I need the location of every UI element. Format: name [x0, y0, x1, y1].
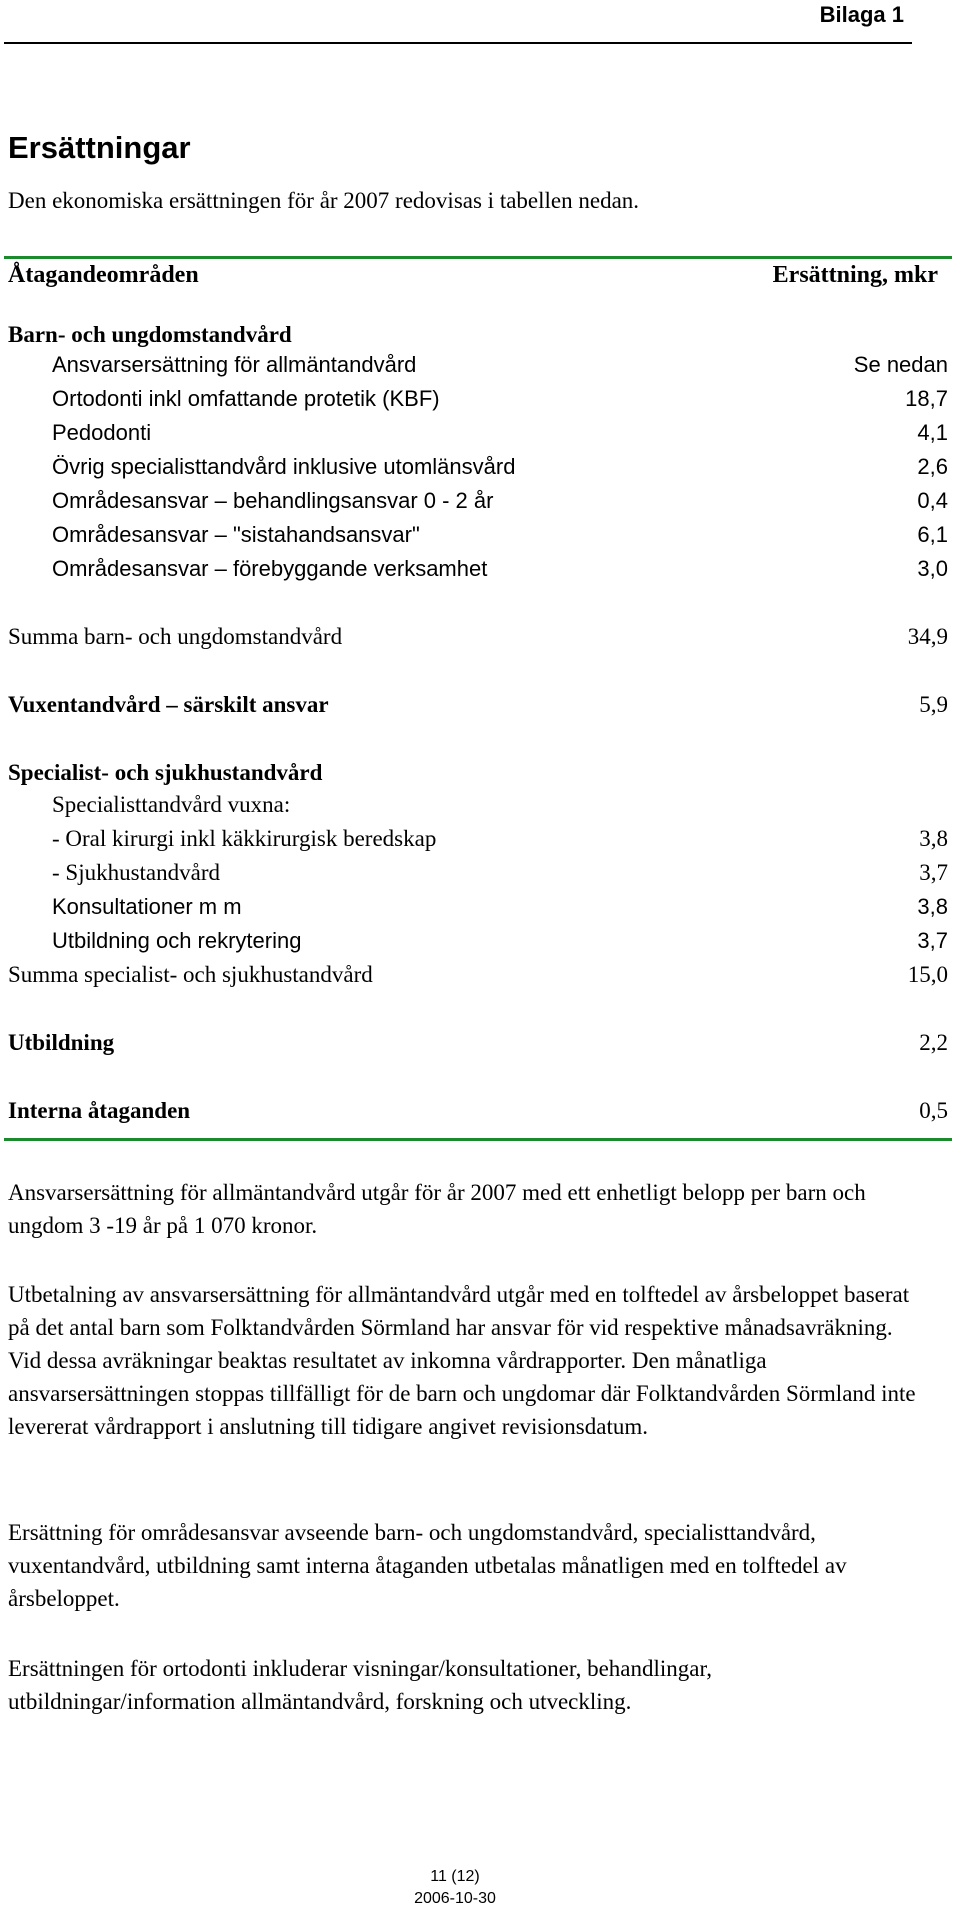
table-row — [0, 522, 960, 556]
table-row — [0, 860, 960, 894]
paragraph: Ansvarsersättning för allmäntandvård utgår för år 2007 med ett enhetligt belopp per barn och ungdom 3 -19 år på 1 070 kronor. — [8, 1180, 866, 1238]
table-row — [0, 826, 960, 860]
row-label: Övrig specialisttandvård inklusive utomlänsvård — [52, 454, 516, 479]
section-row — [0, 1030, 960, 1064]
row-value: 0,5 — [919, 1098, 948, 1123]
row-label: Ortodonti inkl omfattande protetik (KBF) — [52, 386, 440, 411]
section-heading-row — [0, 760, 960, 794]
paragraph: Ersättning för områdesansvar avseende barn- och ungdomstandvård, specialisttandvård, vuxentandvård, utbildning samt interna åtaganden utbetalas månatligen med en tolftedel av årsbeloppet. — [8, 1520, 847, 1611]
row-label: Ansvarsersättning för allmäntandvård — [52, 352, 417, 377]
row-value: 34,9 — [907, 624, 948, 649]
row-value: 5,9 — [919, 692, 948, 717]
row-label: Barn- och ungdomstandvård — [8, 322, 292, 347]
row-value: 3,8 — [919, 826, 948, 851]
row-label: - Oral kirurgi inkl käkkirurgisk beredskap — [52, 826, 437, 851]
document-date: 2006-10-30 — [414, 1890, 496, 1907]
table-row — [0, 792, 960, 826]
row-label: Summa specialist- och sjukhustandvård — [8, 962, 373, 987]
row-value: 15,0 — [907, 962, 948, 987]
row-label: Områdesansvar – "sistahandsansvar" — [52, 522, 420, 547]
row-label: Specialisttandvård vuxna: — [52, 792, 291, 817]
row-label: Områdesansvar – förebyggande verksamhet — [52, 556, 488, 581]
section-row — [0, 692, 960, 726]
paragraph: Ersättningen för ortodonti inkluderar visningar/konsultationer, behandlingar, utbildningar/information allmäntandvård, forskning och utveckling. — [8, 1656, 712, 1714]
row-label: Vuxentandvård – särskilt ansvar — [8, 692, 329, 717]
table-row — [0, 928, 960, 962]
section-row — [0, 1098, 960, 1132]
row-label: Konsultationer m m — [52, 894, 242, 919]
header-divider — [4, 42, 912, 44]
row-value: 4,1 — [917, 420, 948, 445]
row-value: 3,8 — [917, 894, 948, 919]
table-bottom-rule — [4, 1138, 952, 1141]
table-header-row — [0, 262, 960, 296]
row-label: - Sjukhustandvård — [52, 860, 221, 885]
intro-text: Den ekonomiska ersättningen för år 2007 redovisas i tabellen nedan. — [8, 188, 640, 213]
row-label: Områdesansvar – behandlingsansvar 0 - 2 år — [52, 488, 494, 513]
row-value: 3,0 — [917, 556, 948, 581]
table-top-rule — [4, 256, 952, 259]
row-value: 0,4 — [917, 488, 948, 513]
row-label: Summa barn- och ungdomstandvård — [8, 624, 343, 649]
page-number: 11 (12) — [430, 1868, 480, 1885]
subtotal-row — [0, 962, 960, 996]
row-value: Se nedan — [853, 352, 948, 377]
row-label: Specialist- och sjukhustandvård — [8, 760, 323, 785]
row-value: 2,6 — [917, 454, 948, 479]
page-title: Ersättningar — [8, 130, 191, 165]
table-row — [0, 454, 960, 488]
row-value: 3,7 — [917, 928, 948, 953]
row-label: Utbildning och rekrytering — [52, 928, 302, 953]
table-row — [0, 352, 960, 386]
row-label: Interna åtaganden — [8, 1098, 191, 1123]
row-value: 3,7 — [919, 860, 948, 885]
table-row — [0, 420, 960, 454]
row-value: 6,1 — [917, 522, 948, 547]
subtotal-row — [0, 624, 960, 658]
paragraph: Utbetalning av ansvarsersättning för allmäntandvård utgår med en tolftedel av årsbeloppet baserat på det antal barn som Folktandvården Sörmland har ansvar för vid respektive månadsavräkning. Vid dessa avräkningar beaktas resultatet av inkomna vårdrapporter. Den månatliga ansvarsersättningen stoppas tillfälligt för de barn och ungdomar där Folktandvården Sörmland inte levererat vårdrapport i anslutning till tidigare angivet revisionsdatum. — [8, 1282, 916, 1439]
appendix-label: Bilaga 1 — [819, 2, 904, 27]
table-row — [0, 894, 960, 928]
table-row — [0, 488, 960, 522]
row-value: 18,7 — [905, 386, 948, 411]
column-header-amount: Ersättning, mkr — [772, 262, 938, 288]
column-header-area: Åtagandeområden — [8, 262, 199, 288]
table-row — [0, 386, 960, 420]
row-value: 2,2 — [919, 1030, 948, 1055]
row-label: Utbildning — [8, 1030, 115, 1055]
row-label: Pedodonti — [52, 420, 152, 445]
table-row — [0, 556, 960, 590]
section-heading-row — [0, 322, 960, 356]
